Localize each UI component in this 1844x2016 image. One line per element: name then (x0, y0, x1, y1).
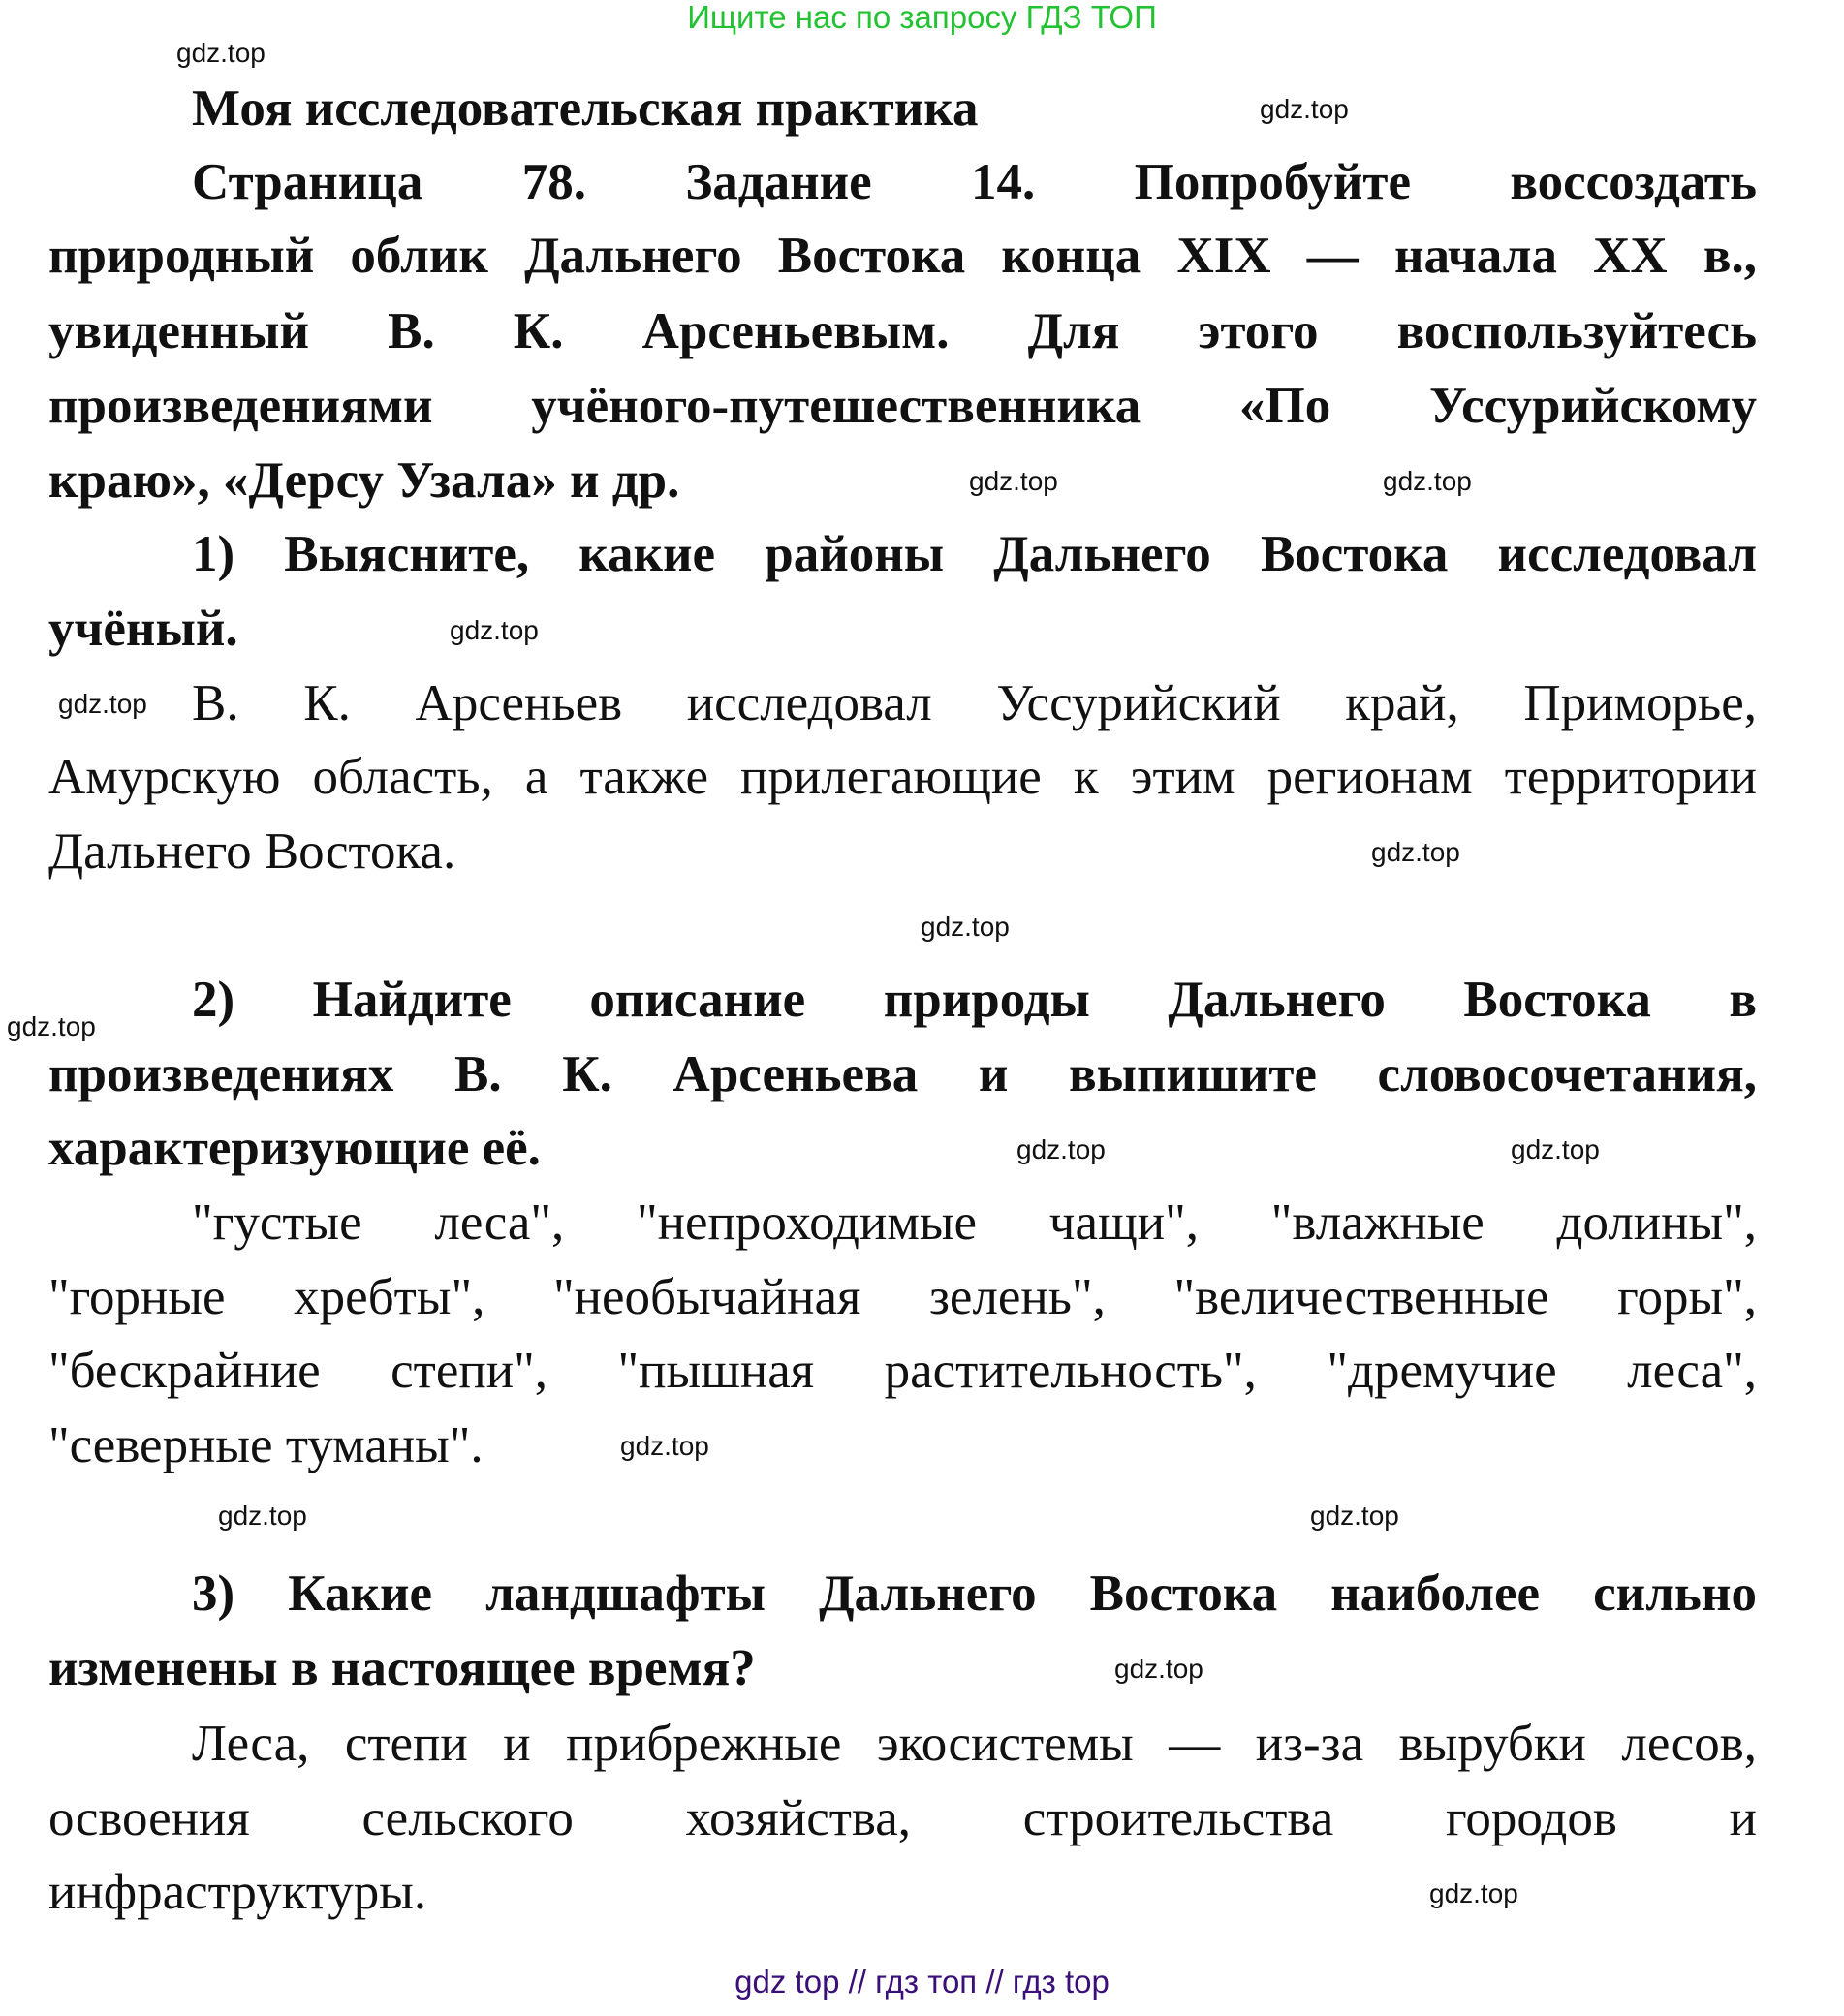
footer-links: gdz top // гдз топ // гдз top (734, 1964, 1110, 2000)
task-line: увиденный В. К. Арсеньевым. Для этого воспользуйтесь (48, 303, 1757, 359)
watermark: gdz.top (1310, 1501, 1399, 1531)
watermark: gdz.top (1429, 1878, 1518, 1908)
answer-3: инфраструктуры. (48, 1864, 427, 1920)
watermark: gdz.top (450, 615, 539, 645)
answer-2: "бескрайние степи", "пышная растительность", "дремучие леса", (48, 1343, 1757, 1399)
answer-3: Леса, степи и прибрежные экосистемы — из-за вырубки лесов, (192, 1716, 1757, 1772)
answer-1: В. К. Арсеньев исследовал Уссурийский край, Приморье, (192, 675, 1757, 731)
question-2: характеризующие её. (48, 1120, 541, 1176)
question-1: 1) Выясните, какие районы Дальнего Востока исследовал (192, 526, 1757, 582)
task-line: краю», «Дерсу Узала» и др. (48, 452, 680, 509)
watermark: gdz.top (1114, 1654, 1203, 1684)
watermark: gdz.top (921, 912, 1010, 942)
watermark: gdz.top (1383, 466, 1472, 496)
watermark: gdz.top (620, 1431, 709, 1461)
answer-2: "северные туманы". (48, 1417, 484, 1473)
question-2: произведениях В. К. Арсеньева и выпишите словосочетания, (48, 1046, 1757, 1102)
watermark: gdz.top (1016, 1134, 1106, 1164)
task-line: природный облик Дальнего Востока конца XIX — начала XX в., (48, 228, 1757, 284)
watermark: gdz.top (176, 38, 266, 68)
answer-1: Дальнего Востока. (48, 823, 456, 880)
watermark: gdz.top (1511, 1134, 1600, 1164)
section-title: Моя исследовательская практика (192, 80, 979, 137)
answer-2: "горные хребты", "необычайная зелень", "величественные горы", (48, 1269, 1757, 1325)
watermark: gdz.top (7, 1011, 96, 1041)
question-3: изменены в настоящее время? (48, 1640, 756, 1696)
question-1: учёный. (48, 601, 238, 657)
watermark: gdz.top (218, 1501, 307, 1531)
task-line: Страница 78. Задание 14. Попробуйте воссоздать (192, 154, 1757, 210)
question-3: 3) Какие ландшафты Дальнего Востока наиболее сильно (192, 1566, 1757, 1622)
watermark: gdz.top (1371, 837, 1460, 867)
watermark: gdz.top (969, 466, 1058, 496)
watermark: gdz.top (58, 689, 147, 719)
search-banner: Ищите нас по запросу ГДЗ ТОП (687, 0, 1157, 35)
question-2: 2) Найдите описание природы Дальнего Востока в (192, 972, 1757, 1028)
task-line: произведениями учёного-путешественника «По Уссурийскому (48, 378, 1757, 434)
answer-1: Амурскую область, а также прилегающие к этим регионам территории (48, 749, 1757, 805)
answer-3: освоения сельского хозяйства, строительства городов и (48, 1790, 1757, 1846)
watermark: gdz.top (1260, 94, 1349, 124)
answer-2: "густые леса", "непроходимые чащи", "влажные долины", (192, 1194, 1757, 1251)
